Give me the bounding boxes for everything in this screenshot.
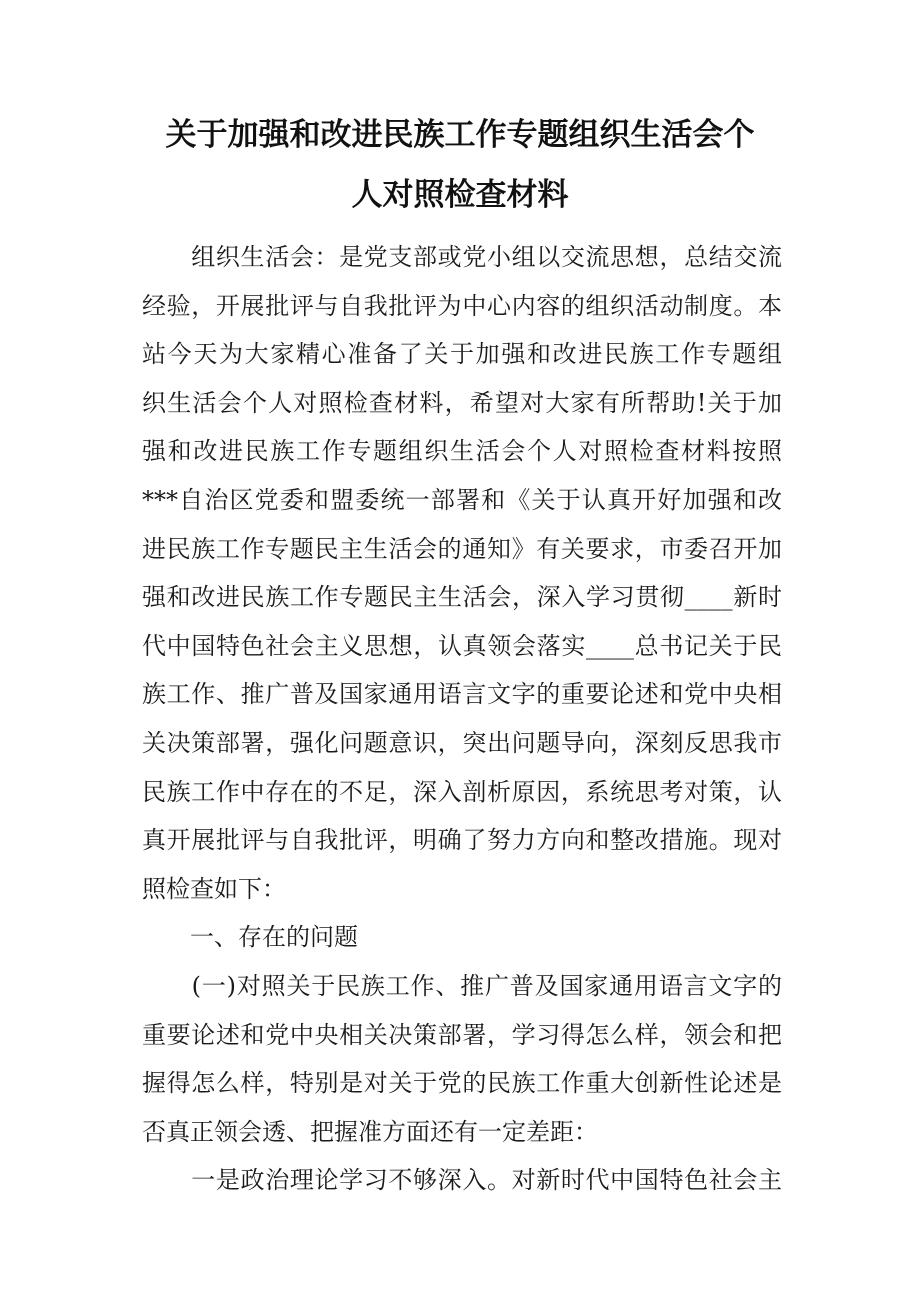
body-text-line: 代中国特色社会主义思想，认真领会落实____总书记关于民 bbox=[142, 631, 782, 660]
body-text-line: 否真正领会透、把握准方面还有一定差距： bbox=[142, 1117, 598, 1146]
body-text-line: 站今天为大家精心准备了关于加强和改进民族工作专题组 bbox=[142, 340, 782, 369]
document-title-line-2: 人对照检查材料 bbox=[351, 177, 569, 213]
document-title-line-1: 关于加强和改进民族工作专题组织生活会个 bbox=[165, 117, 755, 153]
body-text-line: 经验，开展批评与自我批评为中心内容的组织活动制度。本 bbox=[142, 291, 782, 320]
body-text-line: 强和改进民族工作专题民主生活会，深入学习贯彻____新时 bbox=[142, 583, 782, 612]
body-text-line: 民族工作中存在的不足，深入剖析原因，系统思考对策，认 bbox=[142, 777, 782, 806]
body-text-line: ***自治区党委和盟委统一部署和《关于认真开好加强和改 bbox=[142, 485, 782, 514]
body-text-line: 握得怎么样，特别是对关于党的民族工作重大创新性论述是 bbox=[142, 1069, 782, 1098]
document-body bbox=[142, 233, 782, 1205]
body-text-line: 重要论述和党中央相关决策部署，学习得怎么样，领会和把 bbox=[142, 1020, 782, 1049]
body-text-line: 进民族工作专题民主生活会的通知》有关要求，市委召开加 bbox=[142, 534, 782, 563]
body-text-line: 真开展批评与自我批评，明确了努力方向和整改措施。现对 bbox=[142, 826, 782, 855]
body-text-line: (一)对照关于民族工作、推广普及国家通用语言文字的 bbox=[142, 971, 782, 1000]
body-text-line: 一是政治理论学习不够深入。对新时代中国特色社会主 bbox=[142, 1166, 782, 1195]
body-text-line: 照检查如下： bbox=[142, 874, 286, 903]
body-text-line: 强和改进民族工作专题组织生活会个人对照检查材料按照 bbox=[142, 437, 782, 466]
body-text-line: 织生活会个人对照检查材料，希望对大家有所帮助!关于加 bbox=[142, 388, 782, 417]
body-text-line: 关决策部署，强化问题意识，突出问题导向，深刻反思我市 bbox=[142, 728, 782, 757]
body-text-line: 一、存在的问题 bbox=[142, 923, 358, 952]
body-text-line: 族工作、推广普及国家通用语言文字的重要论述和党中央相 bbox=[142, 680, 782, 709]
body-text-line: 组织生活会：是党支部或党小组以交流思想，总结交流 bbox=[142, 243, 782, 271]
